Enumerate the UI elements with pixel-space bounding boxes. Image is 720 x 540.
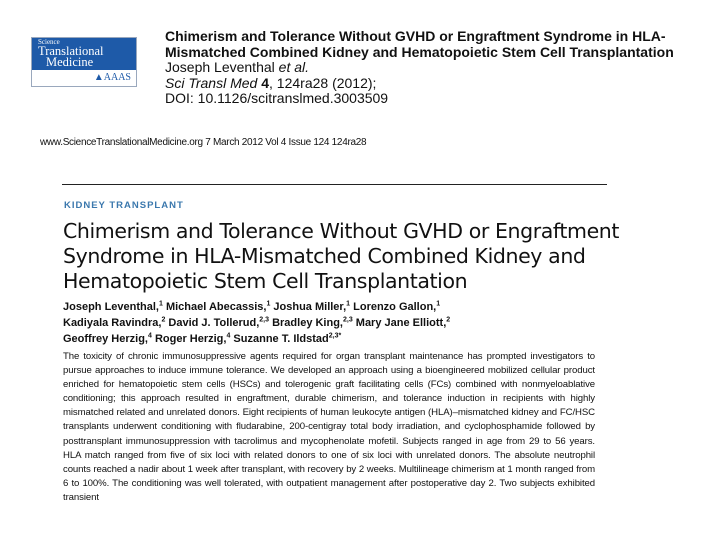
et-al: et al. <box>278 59 310 76</box>
divider <box>62 184 607 185</box>
citation-reference <box>165 76 685 92</box>
volume: 4 <box>261 74 270 91</box>
author-affiliation: 1 <box>266 300 271 308</box>
logo-science: Science <box>38 38 60 46</box>
author: Michael Abecassis,$^1$ <box>165 300 271 313</box>
author: Mary Jane Elliott,$^2$ <box>355 316 451 329</box>
author: David J. Tollerud,$^{2,3}$ <box>168 316 270 329</box>
logo-publisher <box>32 70 136 86</box>
author: Geoffrey Herzig,$^4$ <box>63 332 152 345</box>
author: Joseph Leventhal,$^1$ <box>63 300 163 313</box>
author-affiliation: 2 <box>161 316 166 324</box>
author-list <box>63 299 603 347</box>
author-affiliation: 4 <box>147 332 152 340</box>
article-title: Chimerism and Tolerance Without GVHD or Engraftment Syndrome in HLA-Mismatched Combined Kidney and Hematopoietic Stem Cell Transplantation <box>63 219 620 293</box>
citation-block <box>165 29 685 107</box>
author-affiliation: 1 <box>158 300 163 308</box>
journal-logo <box>31 37 137 87</box>
citation-authors <box>165 60 685 76</box>
author: Joshua Miller,$^1$ <box>273 300 351 313</box>
author-affiliation: 2,3* <box>328 332 342 340</box>
citation-title: Chimerism and Tolerance Without GVHD or Engraftment Syndrome in HLA-Mismatched Combined Kidney and Hematopoietic Stem Cell Transplantation <box>165 28 674 60</box>
author: Suzanne T. Ildstad$^{2,3*}$ <box>233 332 342 345</box>
logo-banner <box>32 38 136 70</box>
author-affiliation: 1 <box>436 300 441 308</box>
journal-url-line[interactable]: www.ScienceTranslationalMedicine.org 7 March 2012 Vol 4 Issue 124 124ra28 <box>40 137 367 148</box>
author-affiliation: 2,3 <box>342 316 353 324</box>
publisher-name: AAAS <box>103 72 131 83</box>
author: Roger Herzig,$^4$ <box>154 332 231 345</box>
citation-doi[interactable]: DOI: 10.1126/scitranslmed.3003509 <box>165 90 389 107</box>
abstract: The toxicity of chronic immunosuppressive agents required for organ transplant maintenance has prompted investigators to pursue approaches to induce immune tolerance. We developed an approach using a bioengineered mobilized cellular product enriched for hematopoietic stem cells (HSCs) and tolerogenic graft facilitating cells (FCs) combined with nonmyeloablative conditioning; this approach resulted in engraftment, durable chimerism, and tolerance induction in recipients with highly mismatched related and unrelated donors. Eight recipients of human leukocyte antigen (HLA)–mismatched kidney and FC/HSC transplants underwent conditioning with fludarabine, 200-centigray total body irradiation, and cyclophosphamide followed by posttransplant immunosuppression with tacrolimus and mycophenolate mofetil. Subjects ranged in age from 29 to 56 years. HLA match ranged from five of six loci with related donors to one of six loci with unrelated donors. The absolute neutrophil counts reached a nadir about 1 week after transplant, with recovery by 2 weeks. Multilineage chimerism at 1 month ranged from 6 to 100%. The conditioning was well tolerated, with outpatient management after postoperative day 2. Two subjects exhibited transient <box>63 351 595 503</box>
aaas-mark-icon: ▲ <box>93 72 104 83</box>
logo-translational: Translational <box>38 44 104 58</box>
article-ref: , 124ra28 (2012); <box>269 74 377 91</box>
author-affiliation: 1 <box>346 300 351 308</box>
author-affiliation: 4 <box>226 332 231 340</box>
section-label: KIDNEY TRANSPLANT <box>64 200 184 211</box>
author: Kadiyala Ravindra,$^2$ <box>63 316 166 329</box>
author-affiliation: 2,3 <box>259 316 270 324</box>
journal-name: Sci Transl Med <box>165 74 258 91</box>
logo-medicine: Medicine <box>46 55 94 69</box>
author: Bradley King,$^{2,3}$ <box>272 316 353 329</box>
author: Lorenzo Gallon,$^1$ <box>353 300 441 313</box>
citation-author: Joseph Leventhal <box>165 59 275 76</box>
author-affiliation: 2 <box>446 316 451 324</box>
